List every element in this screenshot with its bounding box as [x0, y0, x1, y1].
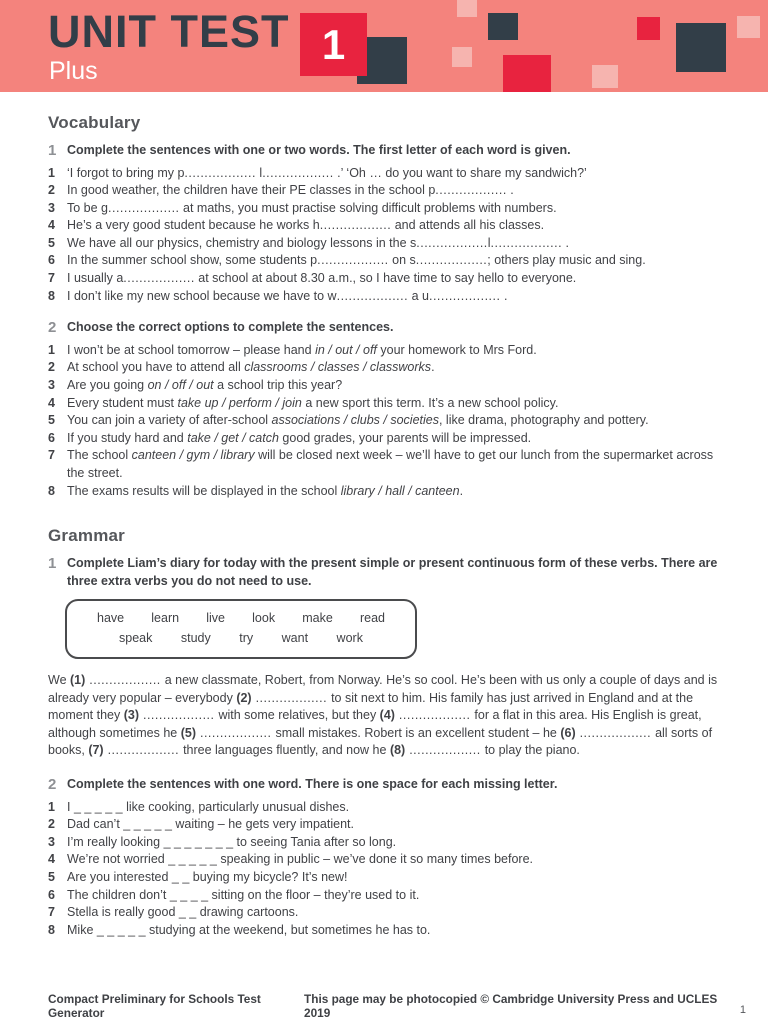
- unit-number: 1: [321, 20, 346, 68]
- verb-option: want: [281, 631, 309, 646]
- exercise-header: [48, 555, 720, 590]
- text-segment: on / off / out: [147, 377, 214, 392]
- exercise-item: [48, 235, 720, 253]
- item-number: 1: [48, 342, 55, 357]
- decor-square-pink: [457, 0, 477, 17]
- text-segment: a school trip this year?: [213, 377, 343, 392]
- exercise-item: [48, 851, 720, 869]
- exercise-instruction: Complete Liam’s diary for today with the present simple or present continuous form of these verbs. There are three extra verbs you do not need to use.: [67, 556, 718, 588]
- text-segment: .: [506, 183, 514, 198]
- answer-blank: ..................: [108, 200, 180, 215]
- page-number: 1: [739, 1004, 746, 1016]
- text-segment: classrooms / classes / classworks: [244, 360, 432, 375]
- verb-option: have: [97, 611, 125, 626]
- text-segment: He’s a very good student because he works h: [67, 218, 320, 233]
- text-segment: .: [500, 288, 508, 303]
- exercise-item: [48, 447, 720, 482]
- item-text: [67, 483, 720, 501]
- text-segment: To be g: [67, 200, 109, 215]
- decor-square-red: [503, 55, 551, 92]
- exercise-header: [48, 776, 720, 794]
- verb-option: study: [180, 631, 211, 646]
- item-number: 2: [48, 360, 55, 375]
- text-segment: (8): [389, 743, 406, 758]
- text-segment: a new sport this term. It’s a new school policy.: [301, 395, 559, 410]
- item-text: [67, 922, 720, 940]
- text-segment: at maths, you must practise solving difficult problems with numbers.: [179, 200, 557, 215]
- text-segment: canteen / gym / library: [131, 448, 255, 463]
- item-text: [67, 217, 720, 235]
- text-segment: Are you going: [67, 377, 148, 392]
- answer-blank: ..................: [317, 253, 389, 268]
- answer-blank: ..................: [435, 183, 507, 198]
- item-number: 6: [48, 253, 55, 268]
- verb-option: learn: [151, 611, 180, 626]
- exercise-item: [48, 483, 720, 501]
- item-number: 6: [48, 887, 55, 902]
- item-number: 6: [48, 430, 55, 445]
- verb-option: try: [239, 631, 254, 646]
- text-segment: ; others play music and sing.: [487, 253, 646, 268]
- item-number: 4: [48, 395, 55, 410]
- worksheet-content: [0, 92, 768, 953]
- page-header: [0, 0, 768, 92]
- text-segment: , like drama, photography and pottery.: [438, 413, 649, 428]
- item-text: [67, 887, 720, 905]
- text-segment: If you study hard and: [67, 430, 188, 445]
- text-segment: Are you interested _ _ buying my bicycle? It’s new!: [67, 869, 348, 884]
- verb-option: make: [302, 611, 333, 626]
- text-segment: I usually a: [67, 271, 124, 286]
- text-segment: Mike _ _ _ _ _ studying at the weekend, but sometimes he has to.: [67, 922, 431, 937]
- verb-option: read: [359, 611, 385, 626]
- answer-blank: ..................: [123, 271, 195, 286]
- exercise-item: [48, 887, 720, 905]
- exercise-instruction: Complete the sentences with one word. There is one space for each missing letter.: [67, 777, 558, 792]
- text-segment: Stella is really good _ _ drawing cartoons.: [67, 905, 299, 920]
- exercise-item: [48, 834, 720, 852]
- item-text: [67, 799, 720, 817]
- text-segment: three languages fluently, and now he: [183, 743, 390, 758]
- text-segment: At school you have to attend all: [67, 360, 245, 375]
- text-segment: (5): [180, 725, 196, 740]
- text-segment: I won’t be at school tomorrow – please hand: [67, 342, 316, 357]
- answer-blank: ..................: [490, 235, 563, 250]
- exercise-item: [48, 799, 720, 817]
- answer-blank: ..................: [196, 725, 276, 740]
- item-number: 5: [48, 235, 55, 250]
- item-text: [67, 851, 720, 869]
- text-segment: (4): [379, 708, 395, 723]
- verb-option: work: [336, 631, 363, 646]
- exercise-item: [48, 359, 720, 377]
- vocabulary-heading: Vocabulary: [48, 113, 141, 132]
- text-segment: I’m really looking _ _ _ _ _ _ _ to seeing Tania after so long.: [67, 834, 397, 849]
- text-segment: I _ _ _ _ _ like cooking, particularly unusual dishes.: [67, 799, 350, 814]
- exercise-item: [48, 270, 720, 288]
- item-text: [67, 288, 720, 306]
- item-text: [67, 904, 720, 922]
- exercise-number: 2: [48, 319, 57, 337]
- decor-square-navy: [488, 13, 518, 40]
- answer-blank: ..................: [139, 708, 219, 723]
- item-text: [67, 377, 720, 395]
- text-segment: your homework to Mrs Ford.: [376, 342, 537, 357]
- item-number: 3: [48, 200, 55, 215]
- item-text: [67, 270, 720, 288]
- text-segment: l: [255, 165, 263, 180]
- text-segment: for a flat in this area. His English is great, although sometimes he: [48, 708, 702, 740]
- text-segment: In good weather, the children have their PE classes in the school p: [67, 183, 436, 198]
- text-segment: (6): [560, 725, 576, 740]
- footer-series-title: Compact Preliminary for Schools Test Generator: [48, 992, 261, 1020]
- text-segment: (7): [88, 743, 104, 758]
- verb-option: look: [252, 611, 276, 626]
- grammar-exercise-1: [48, 555, 720, 760]
- answer-blank: ..................: [336, 288, 409, 303]
- decor-square-red: [637, 17, 660, 40]
- item-number: 8: [48, 483, 55, 498]
- decor-square-pink: [452, 47, 472, 67]
- text-segment: associations / clubs / societies: [271, 413, 439, 428]
- item-text: [67, 869, 720, 887]
- exercise-instruction: Complete the sentences with one or two words. The first letter of each word is given.: [67, 143, 571, 157]
- exercise-item: [48, 430, 720, 448]
- text-segment: Every student must: [67, 395, 178, 410]
- vocabulary-exercise-1: [48, 142, 720, 305]
- exercise-items: [48, 799, 720, 940]
- text-segment: .: [431, 360, 435, 375]
- item-text: [67, 395, 720, 413]
- answer-blank: ..................: [262, 165, 334, 180]
- word-box-row: [67, 608, 415, 628]
- text-segment: The school: [67, 448, 132, 463]
- answer-blank: ..................: [416, 235, 488, 250]
- text-segment: library / hall / canteen: [340, 483, 460, 498]
- text-segment: all sorts of books,: [48, 725, 713, 758]
- item-number: 3: [48, 377, 55, 392]
- text-segment: a u: [408, 288, 429, 303]
- text-segment: at school at about 8.30 a.m., so I have time to say hello to everyone.: [194, 271, 577, 286]
- answer-blank: ..................: [575, 725, 656, 740]
- text-segment: (2): [236, 690, 252, 705]
- verb-word-box: [65, 599, 417, 659]
- text-segment: The children don’t _ _ _ _ sitting on the floor – they’re used to it.: [67, 887, 420, 902]
- exercise-item: [48, 165, 720, 183]
- item-text: [67, 430, 720, 448]
- exercise-header: [48, 319, 720, 337]
- exercise-items: [48, 165, 720, 306]
- verb-option: live: [206, 611, 225, 626]
- text-segment: ‘I forgot to bring my p: [67, 165, 185, 180]
- text-segment: l: [487, 235, 491, 250]
- exercise-item: [48, 288, 720, 306]
- text-segment: on s: [388, 253, 416, 268]
- item-text: [67, 252, 720, 270]
- page-footer: [48, 992, 720, 1020]
- answer-blank: ..................: [319, 218, 392, 233]
- item-text: [67, 447, 720, 482]
- item-text: [67, 235, 720, 253]
- text-segment: In the summer school show, some students p: [67, 253, 318, 268]
- item-text: [67, 200, 720, 218]
- exercise-item: [48, 377, 720, 395]
- text-segment: will be closed next week – we’ll have to get our lunch from the supermarket across the street.: [67, 448, 714, 480]
- verb-option: speak: [119, 631, 153, 646]
- item-number: 5: [48, 413, 55, 428]
- exercise-item: [48, 342, 720, 360]
- unit-number-box: [300, 13, 367, 76]
- text-segment: .: [459, 483, 464, 498]
- answer-blank: ..................: [428, 288, 501, 303]
- item-text: [67, 412, 720, 430]
- text-segment: a new classmate, Robert, from Norway. He’s so cool. He’s been with us only a couple of days and is already very popular – everybody: [48, 673, 718, 705]
- item-number: 7: [48, 448, 55, 463]
- word-box-row: [67, 628, 415, 648]
- answer-blank: ..................: [405, 743, 485, 758]
- text-segment: small mistakes. Robert is an excellent student – he: [275, 725, 561, 740]
- decor-square-pink: [737, 16, 760, 38]
- item-number: 7: [48, 271, 55, 286]
- item-number: 2: [48, 817, 55, 832]
- item-text: [67, 834, 720, 852]
- answer-blank: ..................: [184, 165, 256, 180]
- text-segment: You can join a variety of after-school: [67, 413, 272, 428]
- text-segment: with some relatives, but they: [218, 708, 380, 723]
- exercise-item: [48, 182, 720, 200]
- text-segment: .’ ‘Oh … do you want to share my sandwich?’: [333, 165, 587, 180]
- text-segment: to play the piano.: [484, 743, 580, 758]
- text-segment: and attends all his classes.: [391, 218, 545, 233]
- diary-paragraph: [48, 672, 720, 760]
- exercise-header: [48, 142, 720, 160]
- footer-copyright: This page may be photocopied © Cambridge University Press and UCLES 2019: [304, 992, 718, 1020]
- item-number: 8: [48, 288, 55, 303]
- text-segment: good grades, your parents will be impressed.: [278, 430, 532, 445]
- decor-square-navy: [676, 23, 726, 72]
- item-number: 7: [48, 905, 55, 920]
- text-segment: We: [48, 673, 70, 688]
- item-number: 5: [48, 869, 55, 884]
- answer-blank: ..................: [415, 253, 488, 268]
- unit-test-title: UNIT TEST: [48, 6, 290, 57]
- text-segment: Dad can’t _ _ _ _ _ waiting – he gets very impatient.: [67, 817, 354, 832]
- text-segment: The exams results will be displayed in the school: [67, 483, 341, 498]
- text-segment: I don’t like my new school because we have to w: [67, 288, 337, 303]
- text-segment: take up / perform / join: [177, 395, 302, 410]
- exercise-item: [48, 922, 720, 940]
- decor-square-pink: [592, 65, 618, 88]
- text-segment: (3): [123, 708, 140, 723]
- exercise-item: [48, 252, 720, 270]
- text-segment: We have all our physics, chemistry and biology lessons in the s: [67, 235, 417, 250]
- exercise-item: [48, 904, 720, 922]
- text-segment: (1): [70, 673, 86, 688]
- item-text: [67, 182, 720, 200]
- exercise-item: [48, 395, 720, 413]
- item-number: 8: [48, 922, 55, 937]
- item-text: [67, 816, 720, 834]
- text-segment: We’re not worried _ _ _ _ _ speaking in public – we’ve done it so many times before.: [67, 852, 533, 867]
- answer-blank: ..................: [251, 690, 332, 705]
- item-number: 4: [48, 218, 55, 233]
- exercise-item: [48, 217, 720, 235]
- item-number: 1: [48, 165, 55, 180]
- exercise-number: 2: [48, 776, 57, 794]
- item-number: 4: [48, 852, 55, 867]
- exercise-item: [48, 412, 720, 430]
- unit-test-subtitle: Plus: [49, 57, 98, 85]
- grammar-exercise-2: [48, 776, 720, 939]
- text-segment: to sit next to him. His family has just arrived in England and at the moment they: [48, 690, 694, 723]
- answer-blank: ..................: [85, 673, 165, 688]
- item-number: 1: [48, 799, 55, 814]
- exercise-item: [48, 869, 720, 887]
- item-text: [67, 342, 720, 360]
- item-number: 3: [48, 834, 55, 849]
- item-text: [67, 165, 720, 183]
- exercise-item: [48, 200, 720, 218]
- vocabulary-exercise-2: [48, 319, 720, 500]
- exercise-instruction: Choose the correct options to complete the sentences.: [67, 320, 394, 335]
- answer-blank: ..................: [394, 708, 475, 723]
- text-segment: take / get / catch: [187, 430, 279, 445]
- item-number: 2: [48, 183, 55, 198]
- exercise-items: [48, 342, 720, 500]
- exercise-number: 1: [48, 142, 57, 159]
- grammar-heading: Grammar: [48, 526, 125, 546]
- exercise-item: [48, 816, 720, 834]
- text-segment: in / out / off: [315, 342, 377, 357]
- answer-blank: ..................: [103, 743, 184, 758]
- exercise-number: 1: [48, 555, 57, 573]
- item-text: [67, 359, 720, 377]
- text-segment: .: [562, 235, 570, 250]
